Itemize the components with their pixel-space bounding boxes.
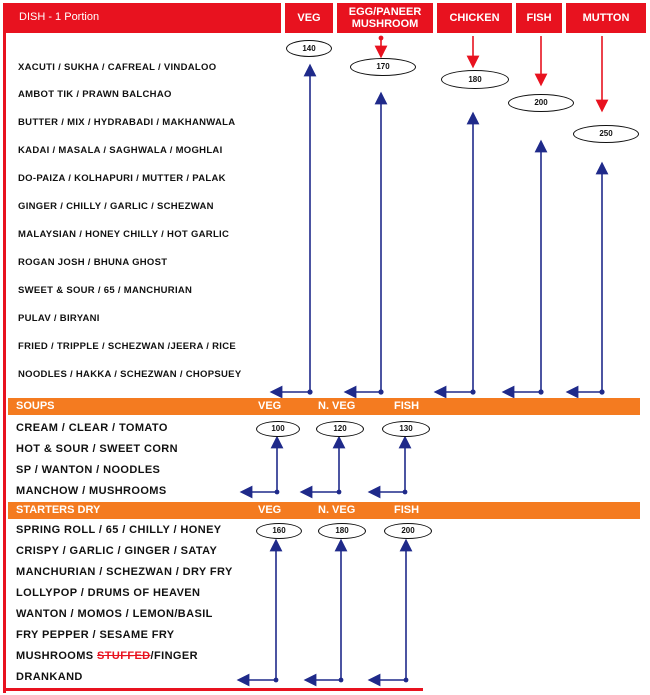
price-veg: 140 [286,40,332,57]
starter-item: CRISPY / GARLIC / GINGER / SATAY [16,545,218,557]
price-fish: 200 [508,94,574,112]
soups-title: SOUPS [16,400,55,412]
starters-price-nveg: 180 [318,523,366,539]
starter-item-last: DRANKAND [16,671,83,683]
mushrooms-struck: STUFFED [97,650,151,662]
header-fish: FISH [516,3,562,33]
header-dish-label: DISH - 1 Portion [19,11,100,23]
mushrooms-suffix: /FINGER [150,650,198,662]
price-egg-paneer: 170 [350,58,416,76]
starter-item: LOLLYPOP / DRUMS OF HEAVEN [16,587,201,599]
dish-row: SWEET & SOUR / 65 / MANCHURIAN [18,285,193,296]
dish-row: ROGAN JOSH / BHUNA GHOST [18,257,168,268]
soups-col-veg: VEG [258,400,282,412]
soups-col-fish: FISH [394,400,420,412]
dish-row: AMBOT TIK / PRAWN BALCHAO [18,89,172,100]
dish-row: XACUTI / SUKHA / CAFREAL / VINDALOO [18,62,217,73]
dish-row: BUTTER / MIX / HYDRABADI / MAKHANWALA [18,117,236,128]
header-chicken: CHICKEN [437,3,512,33]
dish-row: GINGER / CHILLY / GARLIC / SCHEZWAN [18,201,214,212]
soups-price-fish: 130 [382,421,430,437]
soup-item: HOT & SOUR / SWEET CORN [16,443,178,455]
header-mutton: MUTTON [566,3,646,33]
soups-header [8,398,640,415]
starters-price-fish: 200 [384,523,432,539]
starter-item-mushrooms [16,650,198,662]
starters-header [8,502,640,519]
starter-item: FRY PEPPER / SESAME FRY [16,629,175,641]
dish-row: PULAV / BIRYANI [18,313,100,324]
price-mutton: 250 [573,125,639,143]
soup-item: SP / WANTON / NOODLES [16,464,161,476]
starters-price-veg: 160 [256,523,302,539]
soup-item: CREAM / CLEAR / TOMATO [16,422,168,434]
starters-col-fish: FISH [394,504,420,516]
soup-item: MANCHOW / MUSHROOMS [16,485,167,497]
starters-title: STARTERS DRY [16,504,101,516]
header-egg-paneer: EGG/PANEER MUSHROOM [337,3,433,33]
starters-col-veg: VEG [258,504,282,516]
starter-item: WANTON / MOMOS / LEMON/BASIL [16,608,213,620]
starter-item: SPRING ROLL / 65 / CHILLY / HONEY [16,524,222,536]
dish-row: DO-PAIZA / KOLHAPURI / MUTTER / PALAK [18,173,226,184]
soups-price-veg: 100 [256,421,300,437]
price-chicken: 180 [441,70,509,89]
dish-row: MALAYSIAN / HONEY CHILLY / HOT GARLIC [18,229,230,240]
dish-row: FRIED / TRIPPLE / SCHEZWAN /JEERA / RICE [18,341,237,352]
soups-col-nveg: N. VEG [318,400,356,412]
starters-col-nveg: N. VEG [318,504,356,516]
starter-item: MANCHURIAN / SCHEZWAN / DRY FRY [16,566,233,578]
header-veg: VEG [285,3,333,33]
mushrooms-prefix: MUSHROOMS [16,650,97,662]
dish-row: KADAI / MASALA / SAGHWALA / MOGHLAI [18,145,223,156]
dish-row: NOODLES / HAKKA / SCHEZWAN / CHOPSUEY [18,369,242,380]
soups-price-nveg: 120 [316,421,364,437]
